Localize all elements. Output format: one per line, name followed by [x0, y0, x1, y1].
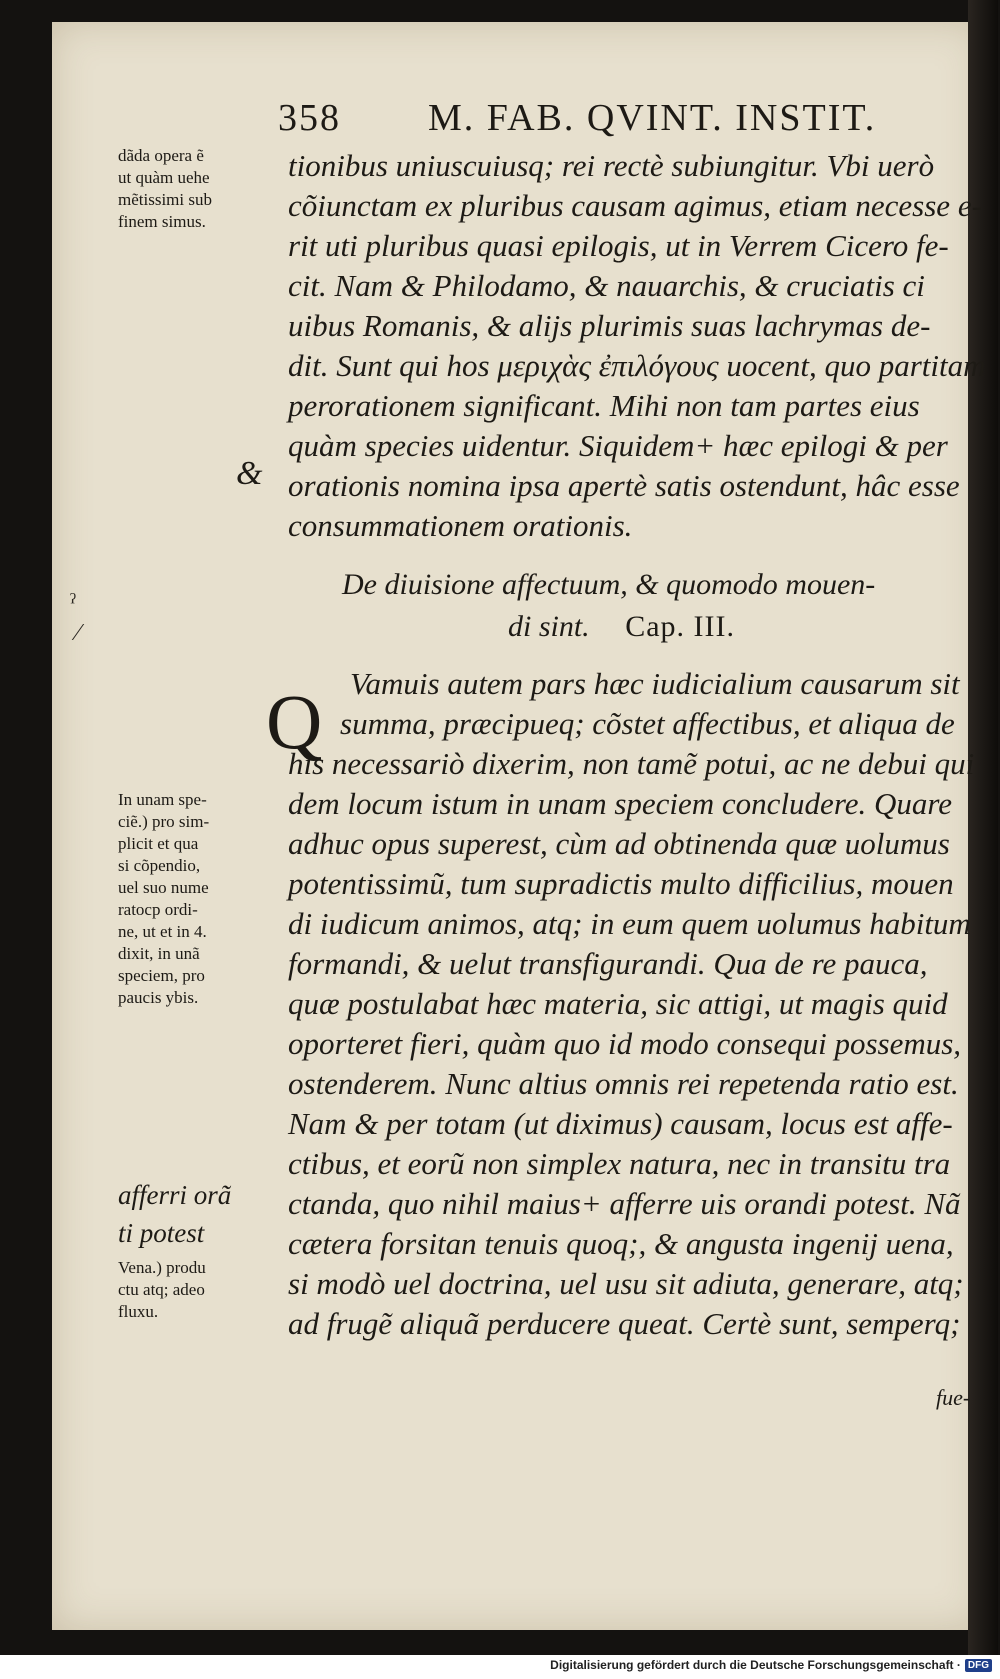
page-number: 358: [278, 97, 341, 139]
chapter-heading-line1: De diuisione affectuum, & quomodo mouen-: [342, 568, 876, 601]
body-line: quàm species uidentur. Siquidem+ hæc epilogi & per: [288, 428, 948, 463]
body-line: adhuc opus superest, cùm ad obtinenda quæ uolumus: [288, 826, 950, 861]
body-line: Vamuis autem pars hæc iudicialium causarum sit: [350, 666, 960, 701]
body-line: perorationem significant. Mihi non tam partes eius: [288, 388, 920, 423]
margin-note-line: fluxu.: [118, 1302, 159, 1321]
margin-note-line: ciẽ.) pro sim-: [118, 812, 210, 831]
margin-note-large-line: afferri orã: [118, 1180, 232, 1210]
body-line: cõiunctam ex pluribus causam agimus, etiam necesse e-: [288, 188, 982, 223]
body-line: ctibus, et eorũ non simplex natura, nec in transitu tra: [288, 1146, 951, 1181]
pen-stroke-mark: ˀ: [70, 590, 76, 616]
body-line: orationis nomina ipsa apertè satis ostendunt, hâc esse: [288, 468, 960, 503]
body-line: dit. Sunt qui hos μεριχὰς ἐπιλόγους uocent, quo partitam: [288, 348, 986, 383]
chapter-heading-line2: [508, 610, 735, 644]
body-line: summa, præcipueq; cõstet affectibus, et aliqua de: [340, 706, 955, 741]
body-line: di iudicum animos, atq; in eum quem uolumus habitum: [288, 906, 971, 941]
digitization-footer: [550, 1655, 992, 1675]
margin-note-line: ne, ut et in 4.: [118, 922, 207, 941]
body-line: potentissimũ, tum supradictis multo difficilius, mouen: [288, 866, 954, 901]
margin-note-line: ratocp ordi-: [118, 900, 198, 919]
margin-note-line: ut quàm uehe: [118, 168, 210, 187]
margin-note-line: mẽtissimi sub: [118, 190, 212, 209]
margin-note-line: ctu atq; adeo: [118, 1280, 205, 1299]
drop-cap: Q: [266, 678, 323, 765]
margin-note-line: speciem, pro: [118, 966, 205, 985]
body-line: dem locum istum in unam speciem concludere. Quare: [288, 786, 953, 821]
body-line: quæ postulabat hæc materia, sic attigi, ut magis quid: [288, 986, 948, 1021]
margin-note-large-line: ti potest: [118, 1218, 205, 1248]
footer-credit-text: Digitalisierung gefördert durch die Deutsche Forschungsgemeinschaft ·: [550, 1658, 961, 1672]
margin-note-line: dixit, in unã: [118, 944, 200, 963]
dfg-logo-icon: DFG: [965, 1659, 992, 1672]
pen-stroke-mark: ⁄: [76, 620, 81, 646]
margin-note-line: In unam spe-: [118, 790, 207, 809]
body-line: Nam & per totam (ut diximus) causam, locus est affe-: [288, 1106, 953, 1141]
margin-note-line: finem simus.: [118, 212, 206, 231]
body-line: ostenderem. Nunc altius omnis rei repetenda ratio est.: [288, 1066, 959, 1101]
margin-note-line: Vena.) produ: [118, 1258, 206, 1277]
margin-note-line: paucis ybis.: [118, 988, 199, 1007]
body-line: his necessariò dixerim, non tamẽ potui, ac ne debui qui: [288, 746, 975, 781]
body-line: rit uti pluribus quasi epilogis, ut in Verrem Cicero fe-: [288, 228, 949, 263]
margin-note-line: si cõpendio,: [118, 856, 201, 875]
body-line: uibus Romanis, & alijs plurimis suas lachrymas de-: [288, 308, 931, 343]
margin-note-line: plicit et qua: [118, 834, 199, 853]
body-line: ad frugẽ aliquã perducere queat. Certè sunt, semperq;: [288, 1306, 961, 1341]
body-line: cætera forsitan tenuis quoq;, & angusta ingenij uena,: [288, 1226, 954, 1261]
chapter-heading-subtitle: di sint.: [508, 610, 590, 643]
margin-note-line: uel suo nume: [118, 878, 209, 897]
body-line: si modò uel doctrina, uel usu sit adiuta, generare, atq;: [288, 1266, 964, 1301]
catchword: fue-: [936, 1385, 971, 1410]
margin-ampersand-mark: &: [236, 455, 263, 492]
body-line: oporteret fieri, quàm quo id modo consequi possemus,: [288, 1026, 962, 1061]
running-title: M. FAB. QVINT. INSTIT.: [428, 97, 877, 139]
chapter-number: Cap. III.: [625, 610, 735, 643]
body-line: formandi, & uelut transfigurandi. Qua de re pauca,: [288, 946, 928, 981]
body-line: ctanda, quo nihil maius+ afferre uis orandi potest. Nã: [288, 1186, 961, 1221]
running-header: [278, 96, 978, 146]
body-line: consummationem orationis.: [288, 508, 633, 543]
body-line: cit. Nam & Philodamo, & nauarchis, & cruciatis ci: [288, 268, 925, 303]
body-line: tionibus uniuscuiusq; rei rectè subiungitur. Vbi uerò: [288, 148, 935, 183]
margin-note-line: dãda opera ẽ: [118, 146, 204, 165]
